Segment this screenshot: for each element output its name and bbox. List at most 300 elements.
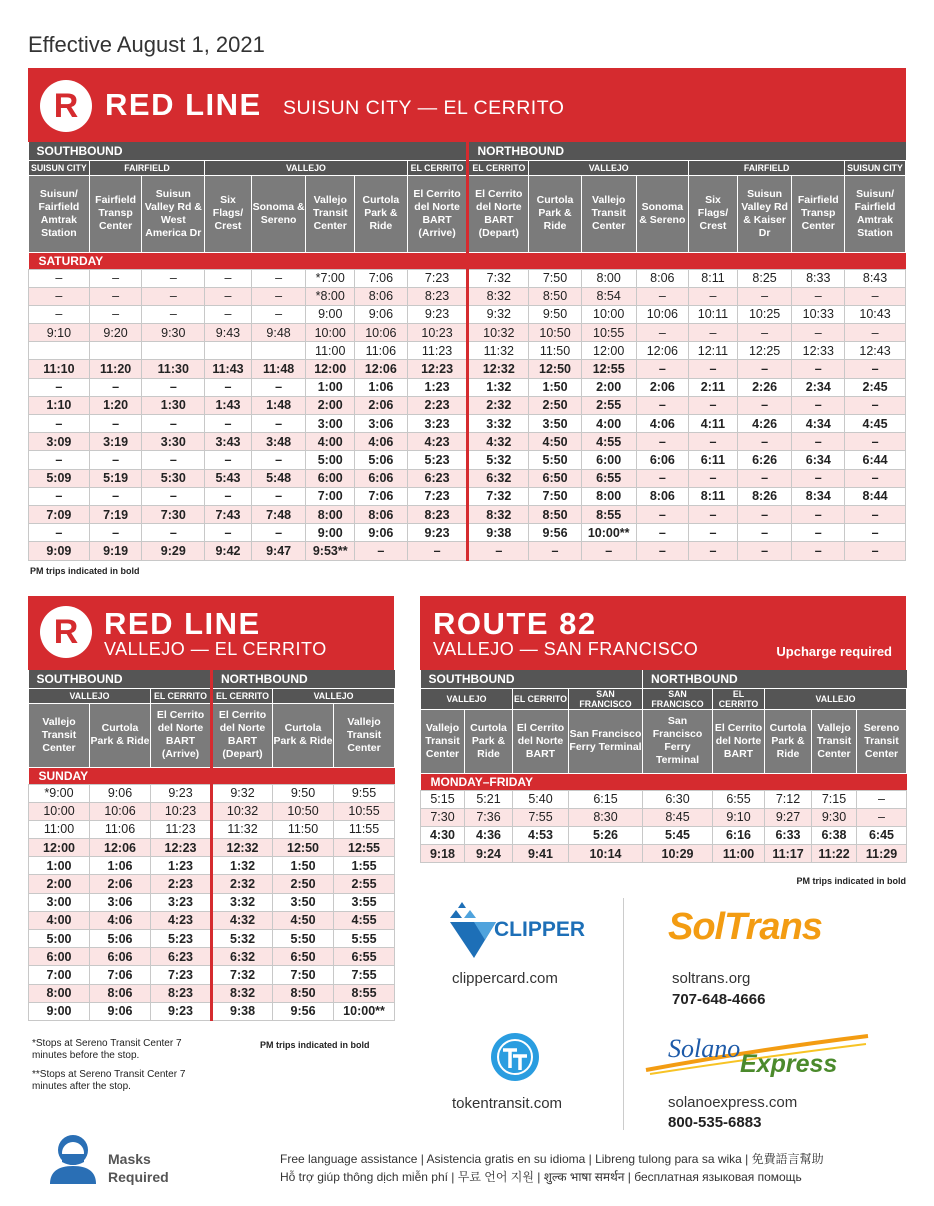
time-cell: 6:00 bbox=[306, 469, 355, 487]
time-cell: 3:23 bbox=[407, 415, 468, 433]
time-cell: 9:00 bbox=[29, 1002, 90, 1020]
time-cell: 3:43 bbox=[205, 433, 252, 451]
time-cell: – bbox=[845, 287, 906, 305]
time-cell: – bbox=[205, 287, 252, 305]
time-cell: 3:32 bbox=[468, 415, 529, 433]
soltrans-phone[interactable]: 707-648-4666 bbox=[672, 991, 766, 1008]
time-cell: 8:54 bbox=[581, 287, 636, 305]
table-row bbox=[29, 524, 906, 542]
time-cell: 10:50 bbox=[273, 802, 334, 820]
time-cell: 8:06 bbox=[636, 487, 689, 505]
time-cell: – bbox=[737, 360, 792, 378]
time-cell: 1:06 bbox=[90, 857, 151, 875]
time-cell: – bbox=[251, 451, 306, 469]
time-cell: – bbox=[857, 790, 907, 808]
time-cell: 9:06 bbox=[355, 305, 408, 323]
time-cell: 2:06 bbox=[355, 396, 408, 414]
time-cell: 6:44 bbox=[845, 451, 906, 469]
time-cell: 7:32 bbox=[468, 487, 529, 505]
stop-header: Suisun Valley Rd & Kaiser Dr bbox=[737, 175, 792, 252]
time-cell: 6:45 bbox=[857, 826, 907, 844]
time-cell: 10:50 bbox=[529, 324, 582, 342]
city-header: SAN FRANCISCO bbox=[569, 688, 643, 709]
time-cell: 8:26 bbox=[737, 487, 792, 505]
time-cell: 3:06 bbox=[90, 893, 151, 911]
clipper-icon bbox=[448, 900, 500, 962]
time-cell: 1:23 bbox=[407, 378, 468, 396]
time-cell: 4:50 bbox=[273, 911, 334, 929]
table-row bbox=[29, 1002, 395, 1020]
time-cell: 10:00** bbox=[581, 524, 636, 542]
time-cell: 5:43 bbox=[205, 469, 252, 487]
time-cell: – bbox=[636, 524, 689, 542]
city-header: VALLEJO bbox=[29, 688, 151, 703]
city-header: VALLEJO bbox=[421, 688, 513, 709]
table-row bbox=[29, 378, 906, 396]
time-cell: 7:06 bbox=[355, 269, 408, 287]
time-cell: – bbox=[737, 433, 792, 451]
time-cell: 4:11 bbox=[689, 415, 738, 433]
time-cell: 5:06 bbox=[90, 930, 151, 948]
stop-header: Vallejo Transit Center bbox=[29, 703, 90, 767]
time-cell: 8:25 bbox=[737, 269, 792, 287]
table-row bbox=[29, 802, 395, 820]
time-cell: – bbox=[205, 305, 252, 323]
route82-schedule bbox=[420, 670, 906, 863]
table-row bbox=[29, 269, 906, 287]
time-cell: 9:50 bbox=[529, 305, 582, 323]
time-cell: 11:50 bbox=[273, 820, 334, 838]
time-cell: *8:00 bbox=[306, 287, 355, 305]
time-cell: 2:32 bbox=[212, 875, 273, 893]
time-cell: 9:19 bbox=[89, 542, 142, 560]
time-cell: 7:00 bbox=[29, 966, 90, 984]
stop-header: El Cerrito del Norte BART bbox=[513, 709, 569, 773]
time-cell: 6:55 bbox=[581, 469, 636, 487]
time-cell: 2:55 bbox=[581, 396, 636, 414]
northbound-label: NORTHBOUND bbox=[212, 670, 395, 688]
time-cell: 2:32 bbox=[468, 396, 529, 414]
stop-header: Curtola Park & Ride bbox=[355, 175, 408, 252]
time-cell: 8:32 bbox=[468, 287, 529, 305]
stop-header: El Cerrito del Norte BART (Depart) bbox=[212, 703, 273, 767]
time-cell: 6:50 bbox=[529, 469, 582, 487]
time-cell: 10:06 bbox=[90, 802, 151, 820]
time-cell: 11:43 bbox=[205, 360, 252, 378]
route82-table bbox=[420, 670, 907, 863]
table-row bbox=[29, 324, 906, 342]
table-row bbox=[29, 360, 906, 378]
time-cell: 6:55 bbox=[334, 948, 395, 966]
solano-phone[interactable]: 800-535-6883 bbox=[668, 1114, 762, 1131]
sunday-table bbox=[28, 670, 395, 1021]
time-cell: – bbox=[29, 524, 90, 542]
time-cell: 4:00 bbox=[29, 911, 90, 929]
time-cell: 9:30 bbox=[812, 808, 857, 826]
mask-person-icon bbox=[46, 1130, 100, 1189]
time-cell: – bbox=[792, 505, 845, 523]
time-cell: – bbox=[251, 487, 306, 505]
time-cell: 4:23 bbox=[407, 433, 468, 451]
time-cell: – bbox=[29, 269, 90, 287]
time-cell: 8:43 bbox=[845, 269, 906, 287]
time-cell: 7:23 bbox=[151, 966, 212, 984]
time-cell: – bbox=[251, 269, 306, 287]
time-cell: 5:15 bbox=[421, 790, 465, 808]
table-row bbox=[29, 839, 395, 857]
time-cell: – bbox=[689, 524, 738, 542]
time-cell: 6:11 bbox=[689, 451, 738, 469]
time-cell: 5:48 bbox=[251, 469, 306, 487]
time-cell: 8:06 bbox=[355, 505, 408, 523]
time-cell: 5:06 bbox=[355, 451, 408, 469]
table-row bbox=[29, 784, 395, 802]
time-cell: 3:06 bbox=[355, 415, 408, 433]
city-header: EL CERRITO bbox=[713, 688, 765, 709]
city-header: FAIRFIELD bbox=[689, 160, 845, 175]
time-cell: 5:50 bbox=[529, 451, 582, 469]
time-cell: 10:11 bbox=[689, 305, 738, 323]
time-cell: 2:06 bbox=[636, 378, 689, 396]
time-cell: – bbox=[89, 305, 142, 323]
time-cell: 1:06 bbox=[355, 378, 408, 396]
time-cell: 5:00 bbox=[29, 930, 90, 948]
time-cell: – bbox=[142, 451, 205, 469]
time-cell: – bbox=[792, 469, 845, 487]
time-cell: 4:06 bbox=[355, 433, 408, 451]
time-cell: 6:32 bbox=[468, 469, 529, 487]
city-header: VALLEJO bbox=[273, 688, 395, 703]
stop-header: Fairfield Transp Center bbox=[89, 175, 142, 252]
solano-wordmark: Solano bbox=[668, 1034, 741, 1063]
table-row bbox=[29, 984, 395, 1002]
time-cell: – bbox=[845, 360, 906, 378]
time-cell: 9:23 bbox=[151, 784, 212, 802]
time-cell: 5:32 bbox=[212, 930, 273, 948]
time-cell: 7:55 bbox=[334, 966, 395, 984]
time-cell: 4:30 bbox=[421, 826, 465, 844]
upcharge-note: Upcharge required bbox=[776, 644, 892, 659]
time-cell: 11:32 bbox=[212, 820, 273, 838]
time-cell: – bbox=[205, 524, 252, 542]
table-row bbox=[29, 469, 906, 487]
time-cell: 8:50 bbox=[529, 287, 582, 305]
time-cell: – bbox=[89, 287, 142, 305]
time-cell: 11:00 bbox=[306, 342, 355, 360]
stop-header: Suisun/ Fairfield Amtrak Station bbox=[845, 175, 906, 252]
time-cell: 1:20 bbox=[89, 396, 142, 414]
time-cell: 2:00 bbox=[306, 396, 355, 414]
stop-header: Vallejo Transit Center bbox=[334, 703, 395, 767]
time-cell: 9:06 bbox=[90, 784, 151, 802]
time-cell: – bbox=[142, 524, 205, 542]
time-cell: 9:18 bbox=[421, 845, 465, 863]
time-cell: 1:30 bbox=[142, 396, 205, 414]
time-cell: – bbox=[792, 360, 845, 378]
token-transit-url[interactable]: tokentransit.com bbox=[452, 1095, 563, 1112]
time-cell: 1:32 bbox=[212, 857, 273, 875]
time-cell: 10:06 bbox=[355, 324, 408, 342]
time-cell: 11:29 bbox=[857, 845, 907, 863]
time-cell: – bbox=[636, 324, 689, 342]
time-cell: – bbox=[737, 396, 792, 414]
time-cell: 7:43 bbox=[205, 505, 252, 523]
time-cell: 9:42 bbox=[205, 542, 252, 560]
table-row bbox=[29, 893, 395, 911]
time-cell: 9:47 bbox=[251, 542, 306, 560]
time-cell: 3:32 bbox=[212, 893, 273, 911]
southbound-label: SOUTHBOUND bbox=[421, 670, 643, 688]
time-cell: 4:36 bbox=[465, 826, 513, 844]
city-header: EL CERRITO bbox=[407, 160, 468, 175]
stop-header: Vallejo Transit Center bbox=[581, 175, 636, 252]
time-cell: 3:19 bbox=[89, 433, 142, 451]
time-cell: – bbox=[29, 287, 90, 305]
time-cell: 10:43 bbox=[845, 305, 906, 323]
time-cell: – bbox=[529, 542, 582, 560]
sunday-schedule bbox=[28, 670, 394, 1021]
table-row bbox=[421, 808, 907, 826]
time-cell: – bbox=[792, 324, 845, 342]
time-cell: 9:23 bbox=[151, 1002, 212, 1020]
table-row bbox=[29, 342, 906, 360]
time-cell: 8:11 bbox=[689, 269, 738, 287]
time-cell: 8:55 bbox=[334, 984, 395, 1002]
time-cell: 6:23 bbox=[151, 948, 212, 966]
time-cell: 1:10 bbox=[29, 396, 90, 414]
time-cell: 6:26 bbox=[737, 451, 792, 469]
solano-url[interactable]: solanoexpress.com bbox=[668, 1094, 798, 1111]
time-cell: – bbox=[689, 396, 738, 414]
table-row bbox=[29, 857, 395, 875]
time-cell bbox=[142, 342, 205, 360]
time-cell: 9:06 bbox=[355, 524, 408, 542]
time-cell: 11:23 bbox=[151, 820, 212, 838]
time-cell: 5:26 bbox=[569, 826, 643, 844]
time-cell: 8:00 bbox=[29, 984, 90, 1002]
time-cell: – bbox=[142, 415, 205, 433]
time-cell: 9:24 bbox=[465, 845, 513, 863]
time-cell: 8:50 bbox=[529, 505, 582, 523]
stop-header: Sereno Transit Center bbox=[857, 709, 907, 773]
time-cell: – bbox=[29, 451, 90, 469]
time-cell: – bbox=[689, 505, 738, 523]
time-cell: 9:48 bbox=[251, 324, 306, 342]
time-cell: 8:23 bbox=[151, 984, 212, 1002]
time-cell: 7:32 bbox=[212, 966, 273, 984]
time-cell: 10:32 bbox=[212, 802, 273, 820]
time-cell: – bbox=[251, 287, 306, 305]
time-cell: 2:00 bbox=[29, 875, 90, 893]
city-header: VALLEJO bbox=[205, 160, 408, 175]
time-cell: 11:32 bbox=[468, 342, 529, 360]
soltrans-url[interactable]: soltrans.org bbox=[672, 970, 751, 987]
city-header: EL CERRITO bbox=[151, 688, 212, 703]
time-cell: 6:06 bbox=[90, 948, 151, 966]
token-transit-icon bbox=[490, 1032, 540, 1082]
time-cell: 9:10 bbox=[713, 808, 765, 826]
time-cell: 5:23 bbox=[151, 930, 212, 948]
time-cell bbox=[205, 342, 252, 360]
time-cell: 12:32 bbox=[468, 360, 529, 378]
city-header: VALLEJO bbox=[765, 688, 907, 709]
saturday-table bbox=[28, 142, 906, 561]
table-row bbox=[29, 966, 395, 984]
divider bbox=[623, 898, 624, 1130]
time-cell: 6:15 bbox=[569, 790, 643, 808]
language-line2: Hỗ trợ giúp thông dịch miễn phí | 무료 언어 지원 | शुल्क भाषा समर्थन | бесплатная языковая помощь bbox=[280, 1170, 802, 1184]
time-cell: 1:50 bbox=[529, 378, 582, 396]
city-header: EL CERRITO bbox=[212, 688, 273, 703]
time-cell: 4:06 bbox=[90, 911, 151, 929]
time-cell: 3:09 bbox=[29, 433, 90, 451]
time-cell: 10:25 bbox=[737, 305, 792, 323]
time-cell: 3:55 bbox=[334, 893, 395, 911]
time-cell: 4:32 bbox=[468, 433, 529, 451]
time-cell: 6:16 bbox=[713, 826, 765, 844]
time-cell: 12:06 bbox=[90, 839, 151, 857]
clipper-wordmark: CLIPPER bbox=[494, 918, 586, 941]
time-cell: 12:32 bbox=[212, 839, 273, 857]
time-cell: 9:32 bbox=[212, 784, 273, 802]
time-cell: – bbox=[737, 324, 792, 342]
time-cell: 10:23 bbox=[151, 802, 212, 820]
time-cell: 7:15 bbox=[812, 790, 857, 808]
time-cell: 10:55 bbox=[581, 324, 636, 342]
time-cell: 9:56 bbox=[273, 1002, 334, 1020]
time-cell: 9:06 bbox=[90, 1002, 151, 1020]
time-cell: 8:34 bbox=[792, 487, 845, 505]
time-cell: 8:33 bbox=[792, 269, 845, 287]
table-row bbox=[29, 415, 906, 433]
table-row bbox=[29, 451, 906, 469]
city-header: SAN FRANCISCO bbox=[643, 688, 713, 709]
time-cell: 11:10 bbox=[29, 360, 90, 378]
time-cell: 4:26 bbox=[737, 415, 792, 433]
time-cell: 9:30 bbox=[142, 324, 205, 342]
time-cell: 12:06 bbox=[355, 360, 408, 378]
time-cell: 9:20 bbox=[89, 324, 142, 342]
time-cell: 10:00 bbox=[29, 802, 90, 820]
time-cell: 9:10 bbox=[29, 324, 90, 342]
time-cell: 4:55 bbox=[334, 911, 395, 929]
route82-banner bbox=[420, 596, 906, 670]
time-cell: 7:09 bbox=[29, 505, 90, 523]
table-row bbox=[29, 305, 906, 323]
red-line-sunday-subtitle: VALLEJO — EL CERRITO bbox=[104, 639, 327, 659]
clipper-logo[interactable] bbox=[448, 900, 586, 962]
stop-header: Vallejo Transit Center bbox=[421, 709, 465, 773]
time-cell: 7:32 bbox=[468, 269, 529, 287]
time-cell: 10:32 bbox=[468, 324, 529, 342]
solano-express-logo[interactable] bbox=[644, 1032, 870, 1082]
time-cell: 7:48 bbox=[251, 505, 306, 523]
table-row bbox=[421, 826, 907, 844]
time-cell: – bbox=[89, 524, 142, 542]
time-cell: 3:30 bbox=[142, 433, 205, 451]
pm-footnote-route82: PM trips indicated in bold bbox=[796, 876, 906, 886]
stop-header: El Cerrito del Norte BART (Arrive) bbox=[151, 703, 212, 767]
time-cell: 2:55 bbox=[334, 875, 395, 893]
footnote-after: **Stops at Sereno Transit Center 7 minutes after the stop. bbox=[32, 1069, 186, 1092]
time-cell: 4:23 bbox=[151, 911, 212, 929]
table-row bbox=[421, 845, 907, 863]
time-cell: 2:06 bbox=[90, 875, 151, 893]
time-cell: 6:32 bbox=[212, 948, 273, 966]
time-cell: – bbox=[251, 415, 306, 433]
time-cell: 9:56 bbox=[529, 524, 582, 542]
time-cell: 11:06 bbox=[355, 342, 408, 360]
stop-header: Sonoma & Sereno bbox=[251, 175, 306, 252]
time-cell: 6:33 bbox=[765, 826, 812, 844]
time-cell: 7:23 bbox=[407, 487, 468, 505]
time-cell: 6:50 bbox=[273, 948, 334, 966]
time-cell: 9:00 bbox=[306, 524, 355, 542]
time-cell: – bbox=[636, 542, 689, 560]
time-cell: 6:00 bbox=[29, 948, 90, 966]
time-cell: 4:55 bbox=[581, 433, 636, 451]
time-cell: – bbox=[689, 287, 738, 305]
red-line-sunday-title: RED LINE bbox=[104, 606, 261, 641]
time-cell: 8:23 bbox=[407, 287, 468, 305]
stop-header: El Cerrito del Norte BART (Depart) bbox=[468, 175, 529, 252]
time-cell: 2:26 bbox=[737, 378, 792, 396]
time-cell bbox=[251, 342, 306, 360]
soltrans-logo[interactable] bbox=[668, 906, 822, 956]
time-cell: 4:06 bbox=[636, 415, 689, 433]
time-cell: 9:43 bbox=[205, 324, 252, 342]
time-cell: 2:34 bbox=[792, 378, 845, 396]
time-cell: 7:23 bbox=[407, 269, 468, 287]
time-cell: – bbox=[737, 542, 792, 560]
time-cell: – bbox=[792, 542, 845, 560]
time-cell: 10:06 bbox=[636, 305, 689, 323]
time-cell: 11:23 bbox=[407, 342, 468, 360]
northbound-label: NORTHBOUND bbox=[643, 670, 907, 688]
effective-date: Effective August 1, 2021 bbox=[28, 32, 265, 57]
time-cell: 12:55 bbox=[334, 839, 395, 857]
token-transit-logo[interactable] bbox=[490, 1032, 540, 1082]
time-cell: – bbox=[205, 269, 252, 287]
red-line-banner-top bbox=[28, 68, 906, 142]
time-cell: 7:12 bbox=[765, 790, 812, 808]
stop-header: Vallejo Transit Center bbox=[306, 175, 355, 252]
time-cell: 12:23 bbox=[407, 360, 468, 378]
time-cell: 8:00 bbox=[581, 487, 636, 505]
time-cell: 7:30 bbox=[142, 505, 205, 523]
time-cell: 12:50 bbox=[529, 360, 582, 378]
time-cell: 9:53** bbox=[306, 542, 355, 560]
time-cell: 4:53 bbox=[513, 826, 569, 844]
time-cell: 7:19 bbox=[89, 505, 142, 523]
city-header: FAIRFIELD bbox=[89, 160, 204, 175]
time-cell: 9:23 bbox=[407, 305, 468, 323]
time-cell: 7:50 bbox=[273, 966, 334, 984]
time-cell: – bbox=[737, 505, 792, 523]
time-cell: – bbox=[792, 287, 845, 305]
stop-header: Six Flags/ Crest bbox=[689, 175, 738, 252]
time-cell: 4:45 bbox=[845, 415, 906, 433]
day-label: SUNDAY bbox=[29, 767, 395, 784]
time-cell: – bbox=[792, 524, 845, 542]
time-cell: 2:23 bbox=[151, 875, 212, 893]
express-wordmark: Express bbox=[740, 1050, 838, 1078]
time-cell: – bbox=[689, 360, 738, 378]
stop-header: San Francisco Ferry Terminal bbox=[643, 709, 713, 773]
clipper-url[interactable]: clippercard.com bbox=[452, 970, 558, 987]
time-cell: 7:55 bbox=[513, 808, 569, 826]
time-cell: 5:40 bbox=[513, 790, 569, 808]
